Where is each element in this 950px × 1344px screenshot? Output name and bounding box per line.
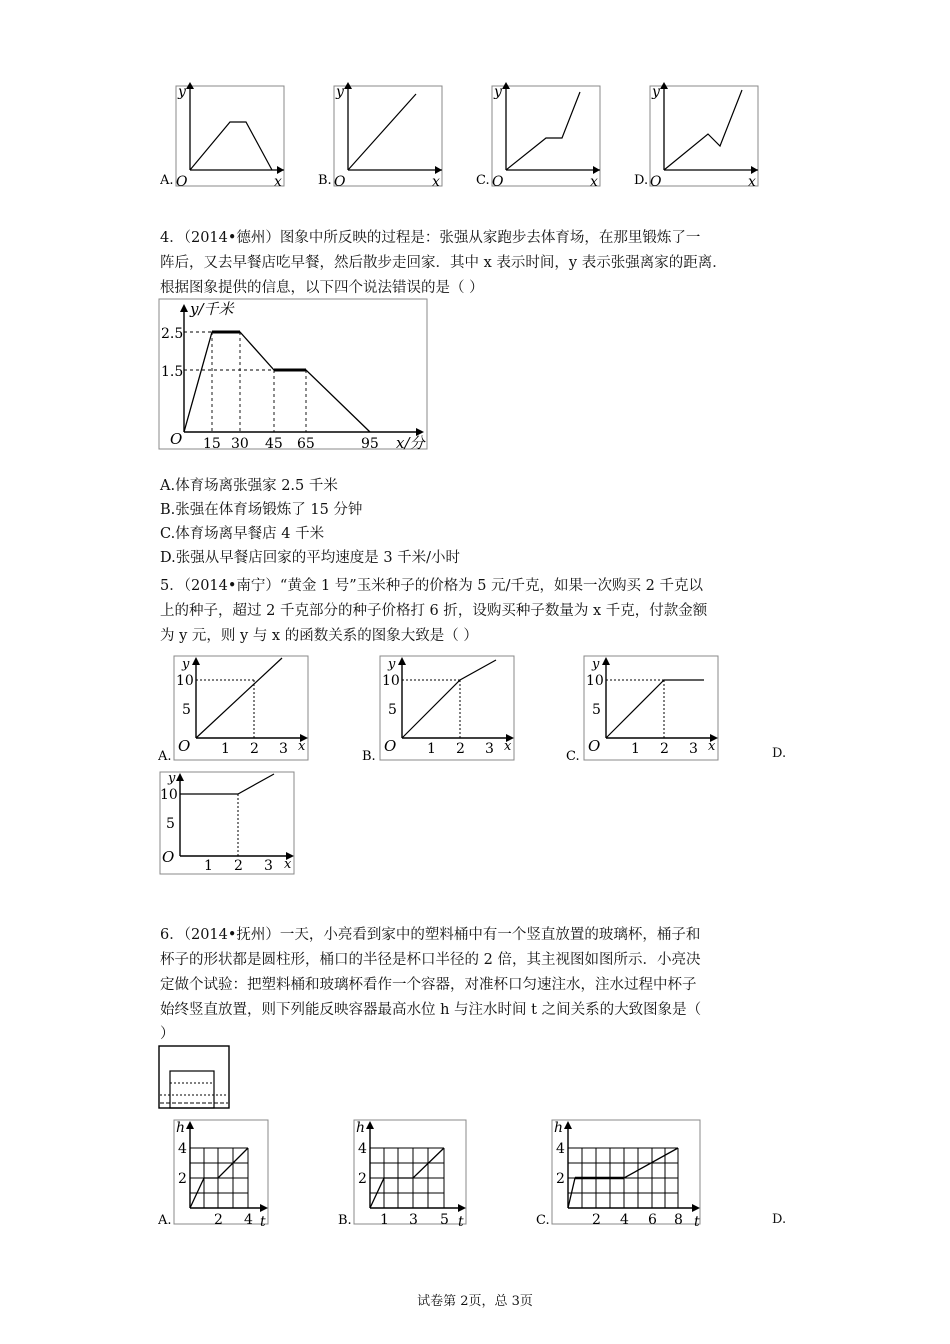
q5-graph-d — [158, 770, 298, 880]
x-tick-2: 2 — [456, 741, 465, 757]
x-tick-15: 15 — [203, 436, 221, 452]
q5-graph-b — [362, 654, 518, 770]
q4-stem-line1: 4．（2014•德州）图象中所反映的过程是：张强从家跑步去体育场，在那里锻炼了一 — [160, 230, 701, 246]
option-label: A. — [158, 1213, 172, 1228]
x-axis-label: x — [590, 174, 598, 190]
origin-label: O — [170, 430, 183, 448]
option-label: B. — [362, 749, 376, 764]
option-label: C. — [566, 749, 580, 764]
q5-stem-line3: 为 y 元，则 y 与 x 的函数关系的图象大致是（ ） — [160, 628, 478, 644]
y-tick-5: 5 — [388, 702, 397, 718]
q5-graph-c — [566, 654, 722, 770]
q4-stem-line2: 阵后，又去早餐店吃早餐，然后散步走回家．其中 x 表示时间，y 表示张强离家的距离． — [160, 255, 727, 271]
origin-label: O — [334, 174, 346, 190]
x-axis-label: x/分 — [396, 434, 425, 452]
q6-stem-line4: 始终竖直放置，则下列能反映容器最高水位 h 与注水时间 t 之间关系的大致图象是（ — [160, 1002, 702, 1018]
q6-graph-c — [536, 1118, 708, 1234]
origin-label: O — [162, 848, 175, 866]
x-tick-3: 3 — [689, 741, 698, 757]
option-label: B. — [338, 1213, 352, 1228]
q4-option-a: A.体育场离张强家 2.5 千米 — [160, 478, 338, 494]
q3-graph-b — [318, 78, 448, 194]
x-tick-4: 4 — [620, 1212, 629, 1228]
y-axis-label: h — [176, 1120, 186, 1136]
y-tick-5: 5 — [182, 702, 191, 718]
q6-stem-line2: 杯子的形状都是圆柱形，桶口的半径是杯口半径的 2 倍，其主视图如图所示．小亮决 — [160, 952, 701, 968]
x-tick-30: 30 — [231, 436, 249, 452]
origin-label: O — [176, 174, 188, 190]
y-tick-4: 4 — [178, 1141, 187, 1157]
x-tick-2: 2 — [592, 1212, 601, 1228]
x-tick-8: 8 — [674, 1212, 683, 1228]
x-tick-1: 1 — [427, 741, 436, 757]
q4-option-d: D.张强从早餐店回家的平均速度是 3 千米/小时 — [160, 550, 461, 566]
q5-stem-line2: 上的种子，超过 2 千克部分的种子价格打 6 折，设购买种子数量为 x 千克，付款金额 — [160, 603, 708, 619]
x-axis-label: x — [432, 174, 440, 190]
x-tick-1: 1 — [204, 858, 213, 874]
y-tick-2: 2 — [178, 1171, 187, 1187]
y-axis-label: h — [356, 1120, 366, 1136]
y-axis-label: y — [652, 84, 660, 100]
x-tick-2: 2 — [250, 741, 259, 757]
q6-stem-line5: ） — [160, 1026, 175, 1042]
x-tick-45: 45 — [265, 436, 283, 452]
q6-stem-line3: 定做个试验：把塑料桶和玻璃杯看作一个容器，对准杯口匀速注水，注水过程中杯子 — [160, 977, 697, 993]
q6-container-front-view — [158, 1045, 232, 1115]
q5-option-d-label: D. — [772, 746, 787, 761]
x-tick-95: 95 — [361, 436, 379, 452]
y-tick-4: 4 — [556, 1141, 565, 1157]
x-tick-5: 5 — [440, 1212, 449, 1228]
y-axis-label: y — [592, 657, 600, 672]
y-tick-5: 5 — [592, 702, 601, 718]
q5-stem-line1: 5．（2014•南宁）“黄金 1 号”玉米种子的价格为 5 元/千克，如果一次购买 2 千克以 — [160, 578, 703, 594]
origin-label: O — [492, 174, 504, 190]
y-tick-10: 10 — [586, 673, 604, 689]
x-axis-label: x — [708, 739, 716, 754]
x-tick-2: 2 — [214, 1212, 223, 1228]
y-axis-label: y — [178, 84, 186, 100]
y-tick-4: 4 — [358, 1141, 367, 1157]
y-axis-label: y/千米 — [190, 300, 234, 318]
x-tick-2: 2 — [234, 858, 243, 874]
y-tick-2: 2 — [556, 1171, 565, 1187]
y-axis-label: y — [336, 84, 344, 100]
q6-graph-b — [338, 1118, 470, 1234]
option-label: C. — [536, 1213, 550, 1228]
x-tick-3: 3 — [279, 741, 288, 757]
x-axis-label: x — [274, 174, 282, 190]
q3-graph-c — [476, 78, 606, 194]
x-tick-1: 1 — [221, 741, 230, 757]
y-tick-5: 5 — [166, 816, 175, 832]
x-axis-label: t — [260, 1214, 266, 1230]
x-tick-3: 3 — [485, 741, 494, 757]
origin-label: O — [650, 174, 662, 190]
q4-stem-line3: 根据图象提供的信息，以下四个说法错误的是（ ） — [160, 280, 484, 296]
y-tick-10: 10 — [382, 673, 400, 689]
q4-option-c: C.体育场离早餐店 4 千米 — [160, 526, 325, 542]
x-tick-1: 1 — [380, 1212, 389, 1228]
origin-label: O — [384, 737, 397, 755]
y-axis-label: y — [388, 657, 396, 672]
x-tick-6: 6 — [648, 1212, 657, 1228]
x-axis-label: x — [298, 739, 306, 754]
q3-graph-a — [160, 78, 290, 194]
x-tick-2: 2 — [660, 741, 669, 757]
y-tick-2.5: 2.5 — [161, 326, 184, 342]
x-tick-1: 1 — [631, 741, 640, 757]
option-label: B. — [318, 173, 332, 188]
y-tick-1.5: 1.5 — [161, 364, 184, 380]
y-tick-10: 10 — [176, 673, 194, 689]
y-tick-10: 10 — [160, 787, 178, 803]
origin-label: O — [178, 737, 191, 755]
y-axis-label: y — [494, 84, 502, 100]
option-label: A. — [160, 173, 174, 188]
option-label: A. — [158, 749, 172, 764]
x-axis-label: x — [284, 857, 292, 872]
option-label: C. — [476, 173, 490, 188]
x-tick-3: 3 — [409, 1212, 418, 1228]
x-axis-label: t — [458, 1214, 464, 1230]
y-axis-label: y — [182, 657, 190, 672]
q3-graph-d — [634, 78, 764, 194]
y-tick-2: 2 — [358, 1171, 367, 1187]
y-axis-label: y — [168, 771, 176, 786]
x-tick-3: 3 — [264, 858, 273, 874]
origin-label: O — [588, 737, 601, 755]
x-axis-label: t — [694, 1214, 700, 1230]
q5-graph-a — [158, 654, 310, 770]
x-axis-label: x — [504, 739, 512, 754]
q6-stem-line1: 6．（2014•抚州）一天，小亮看到家中的塑料桶中有一个竖直放置的玻璃杯，桶子和 — [160, 927, 701, 943]
q6-option-d-label: D. — [772, 1212, 787, 1227]
q6-graph-a — [158, 1118, 270, 1234]
x-tick-4: 4 — [244, 1212, 253, 1228]
x-axis-label: x — [748, 174, 756, 190]
page-footer: 试卷第 2页，总 3页 — [417, 1294, 533, 1309]
q4-distance-time-graph — [158, 298, 430, 456]
q4-option-b: B.张强在体育场锻炼了 15 分钟 — [160, 502, 363, 518]
option-label: D. — [634, 173, 649, 188]
x-tick-65: 65 — [297, 436, 315, 452]
y-axis-label: h — [554, 1120, 564, 1136]
